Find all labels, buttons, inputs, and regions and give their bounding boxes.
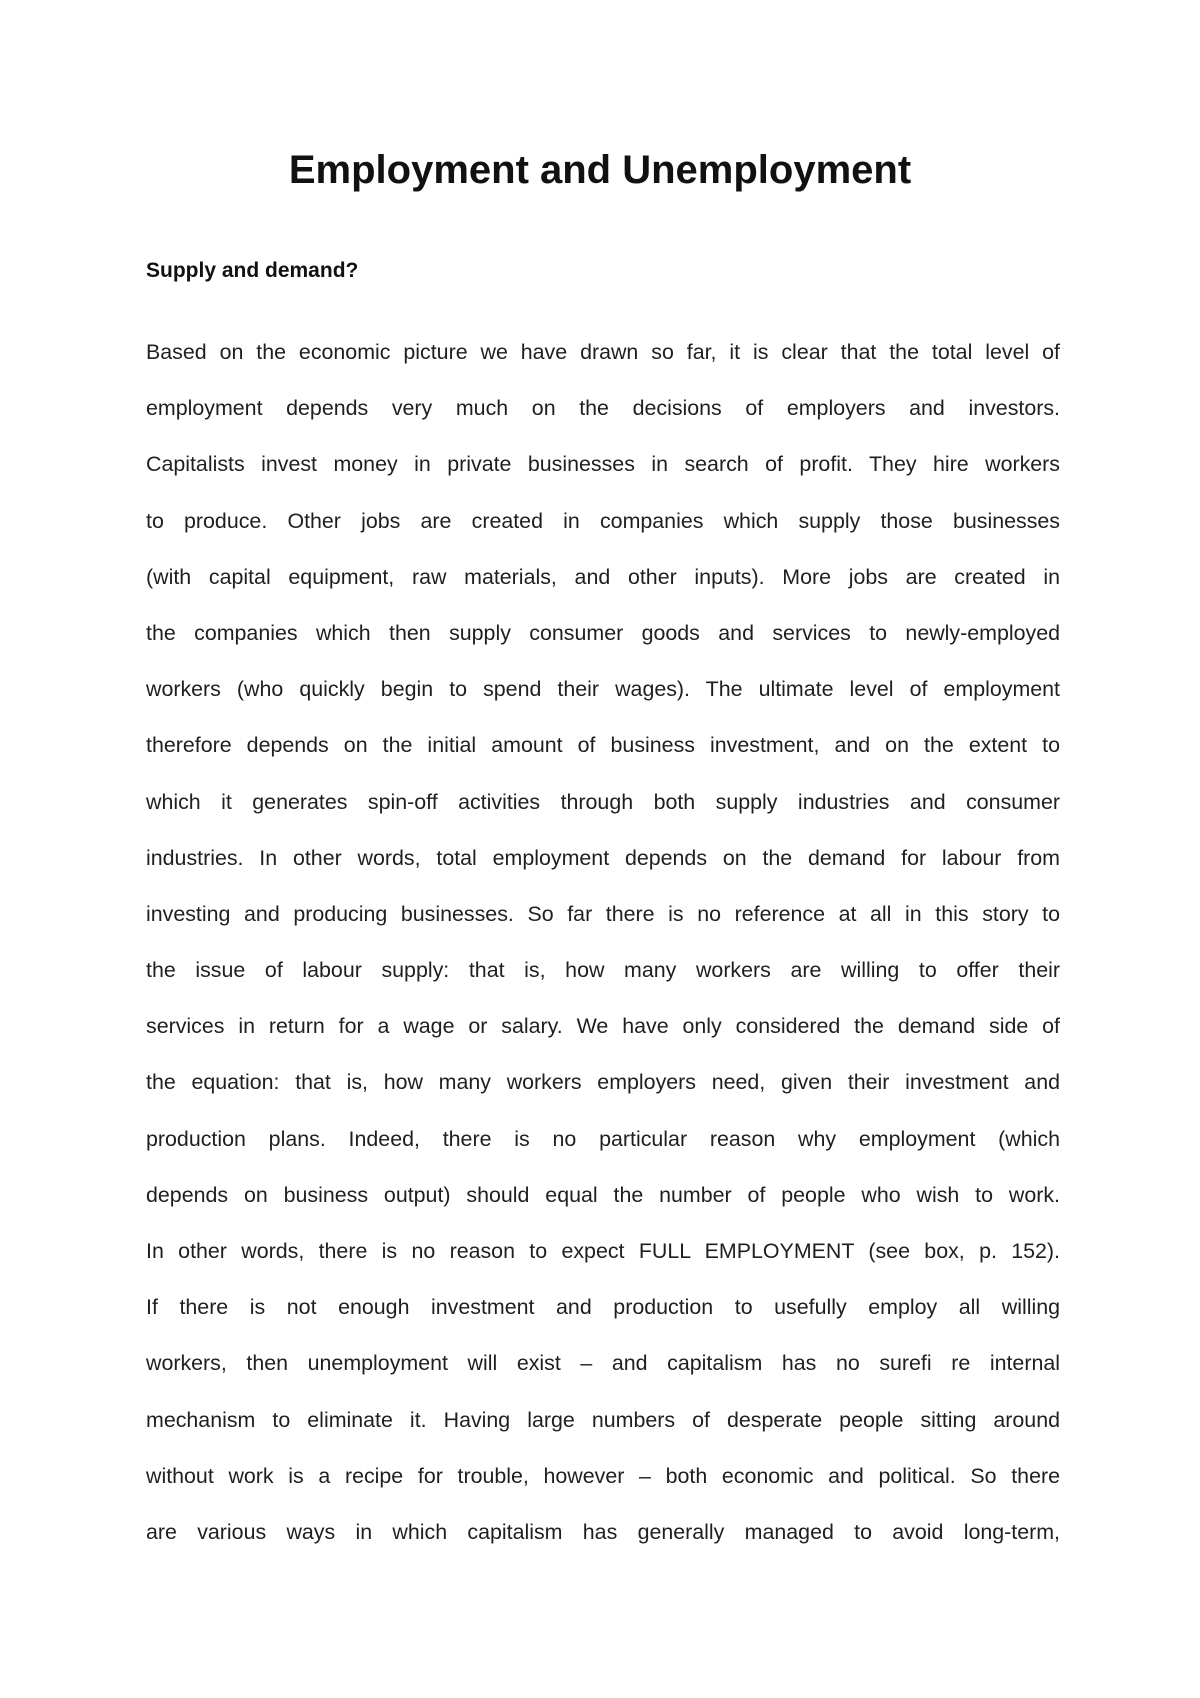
paragraph-line: Capitalists invest money in private businesses in search of profit. They hire workers [146, 452, 1060, 477]
paragraph-line: to produce. Other jobs are created in companies which supply those businesses [146, 508, 1060, 533]
body-paragraph [146, 324, 1060, 1560]
page-title: Employment and Unemployment [288, 148, 912, 192]
paragraph-line: workers (who quickly begin to spend their wages). The ultimate level of employment [146, 677, 1060, 702]
paragraph-line: are various ways in which capitalism has generally managed to avoid long-term, [146, 1519, 1060, 1544]
paragraph-line: production plans. Indeed, there is no particular reason why employment (which [146, 1126, 1060, 1151]
paragraph-line: the issue of labour supply: that is, how many workers are willing to offer their [146, 958, 1060, 983]
paragraph-line: the companies which then supply consumer goods and services to newly-employed [146, 620, 1060, 645]
paragraph-line: which it generates spin-off activities through both supply industries and consumer [146, 789, 1060, 814]
paragraph-line: mechanism to eliminate it. Having large numbers of desperate people sitting around [146, 1407, 1060, 1432]
section-heading: Supply and demand? [146, 259, 359, 282]
paragraph-line: therefore depends on the initial amount of business investment, and on the extent to [146, 733, 1060, 758]
paragraph-line: without work is a recipe for trouble, however – both economic and political. So there [146, 1463, 1060, 1488]
paragraph-line: depends on business output) should equal the number of people who wish to work. [146, 1182, 1060, 1207]
paragraph-line: investing and producing businesses. So far there is no reference at all in this story to [146, 901, 1060, 926]
paragraph-line: In other words, there is no reason to expect FULL EMPLOYMENT (see box, p. 152). [146, 1239, 1060, 1263]
paragraph-line: industries. In other words, total employment depends on the demand for labour from [146, 845, 1060, 870]
paragraph-line: Based on the economic picture we have drawn so far, it is clear that the total level of [146, 340, 1060, 364]
paragraph-line: the equation: that is, how many workers employers need, given their investment and [146, 1070, 1060, 1095]
paragraph-line: workers, then unemployment will exist – and capitalism has no surefi re internal [146, 1351, 1060, 1376]
paragraph-line: If there is not enough investment and production to usefully employ all willing [146, 1295, 1060, 1320]
paragraph-line: employment depends very much on the decisions of employers and investors. [146, 396, 1060, 421]
paragraph-line: services in return for a wage or salary. We have only considered the demand side of [146, 1014, 1060, 1039]
paragraph-line: (with capital equipment, raw materials, and other inputs). More jobs are created in [146, 564, 1060, 589]
